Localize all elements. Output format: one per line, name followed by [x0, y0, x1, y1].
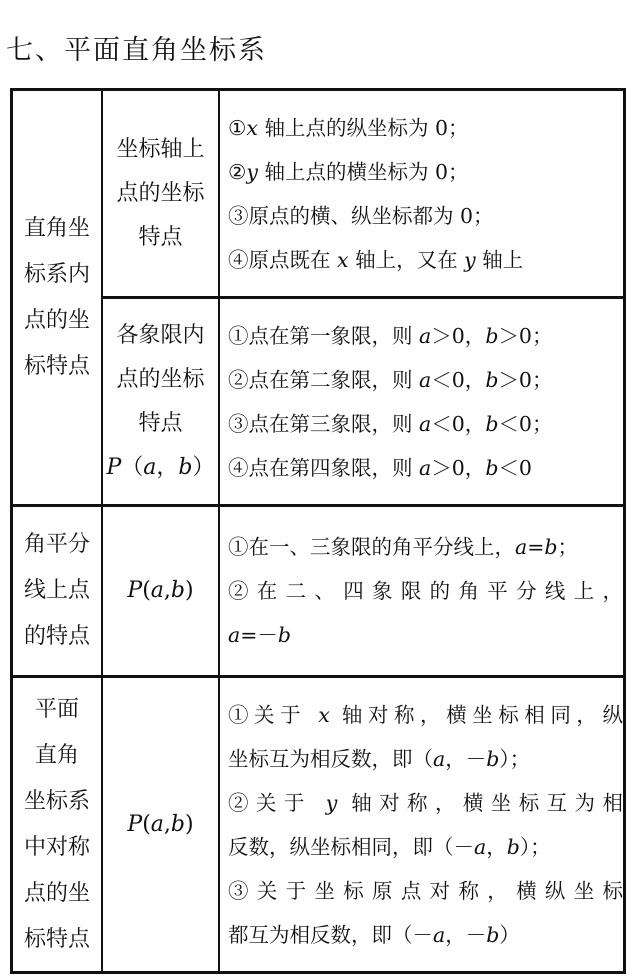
- category-cell-symmetry: [13, 678, 103, 971]
- sub-label-line: 坐标轴上: [116, 137, 205, 162]
- category-line: 的特点: [23, 624, 90, 649]
- sub-label-quadrant-points: [103, 299, 220, 504]
- sub-label-line: 点的坐标: [116, 366, 205, 392]
- category-line: 线上点: [23, 578, 90, 603]
- category-line: 点的坐: [23, 880, 90, 906]
- sub-label-bisector-point: [103, 507, 220, 675]
- rule-line: ③点在第三象限，则 a＜0，b＜0；: [228, 411, 553, 436]
- category-line: 中对称: [23, 834, 90, 860]
- category-line: 直角: [34, 742, 79, 768]
- category-line: 平面: [34, 696, 79, 722]
- rule-line: ④原点既在 x 轴上，又在 y 轴上: [228, 248, 524, 272]
- coordinate-summary-table: [10, 88, 626, 974]
- rule-line: ②关于 y 轴对称，横坐标互为相: [228, 790, 623, 815]
- sub-label-symmetry-point: [103, 678, 220, 971]
- category-line: 直角坐: [23, 215, 90, 241]
- rule-line: ③关于坐标原点对称，横纵坐标: [228, 878, 623, 903]
- rule-line: ②点在第二象限，则 a＜0，b＞0；: [228, 367, 553, 392]
- sub-label-line: P(a,b): [127, 811, 194, 837]
- sub-label-line: P（a，b）: [106, 454, 215, 480]
- rule-line: ①关于 x 轴对称，横坐标相同，纵: [228, 702, 623, 727]
- category-cell-bisector: [13, 507, 103, 675]
- rules-quadrant-points: [220, 299, 623, 504]
- rules-bisector: [220, 507, 623, 675]
- sub-label-line: P(a,b): [127, 578, 194, 603]
- rule-line: 反数，纵坐标相同，即（－a，b）；: [228, 834, 551, 859]
- category-line: 坐标系: [23, 788, 90, 814]
- category-line: 角平分: [23, 532, 90, 557]
- sub-label-line: 特点: [138, 410, 183, 436]
- rule-line: 都互为相反数，即（－a，－b）: [228, 922, 520, 947]
- rule-line: ②y 轴上点的横坐标为 0；: [228, 160, 469, 184]
- page-title: 七、平面直角坐标系: [6, 35, 267, 66]
- sub-label-line: 点的坐标: [116, 181, 205, 206]
- rule-line: a=－b: [228, 623, 292, 647]
- rule-line: ①点在第一象限，则 a＞0，b＞0；: [228, 323, 553, 348]
- category-line: 标特点: [23, 353, 90, 379]
- sub-label-axis-points: [103, 91, 220, 297]
- rule-line: 坐标互为相反数，即（a，－b）；: [228, 746, 531, 771]
- rules-axis-points: [220, 91, 623, 297]
- rule-line: ①在一、三象限的角平分线上，a=b；: [228, 535, 579, 559]
- sub-label-line: 各象限内: [116, 322, 205, 348]
- sub-label-line: 特点: [138, 225, 183, 250]
- category-line: 点的坐: [23, 307, 90, 333]
- rule-line: ②在二、四象限的角平分线上，: [228, 579, 623, 603]
- rule-line: ④点在第四象限，则 a＞0，b＜0: [228, 455, 532, 480]
- category-line: 标系内: [23, 261, 90, 287]
- category-cell-coordinate-features: [13, 91, 103, 504]
- category-line: 标特点: [23, 926, 90, 952]
- rule-line: ③原点的横、纵坐标都为 0；: [228, 204, 494, 228]
- rules-symmetry: [220, 678, 623, 971]
- rule-line: ①x 轴上点的纵坐标为 0；: [228, 116, 469, 140]
